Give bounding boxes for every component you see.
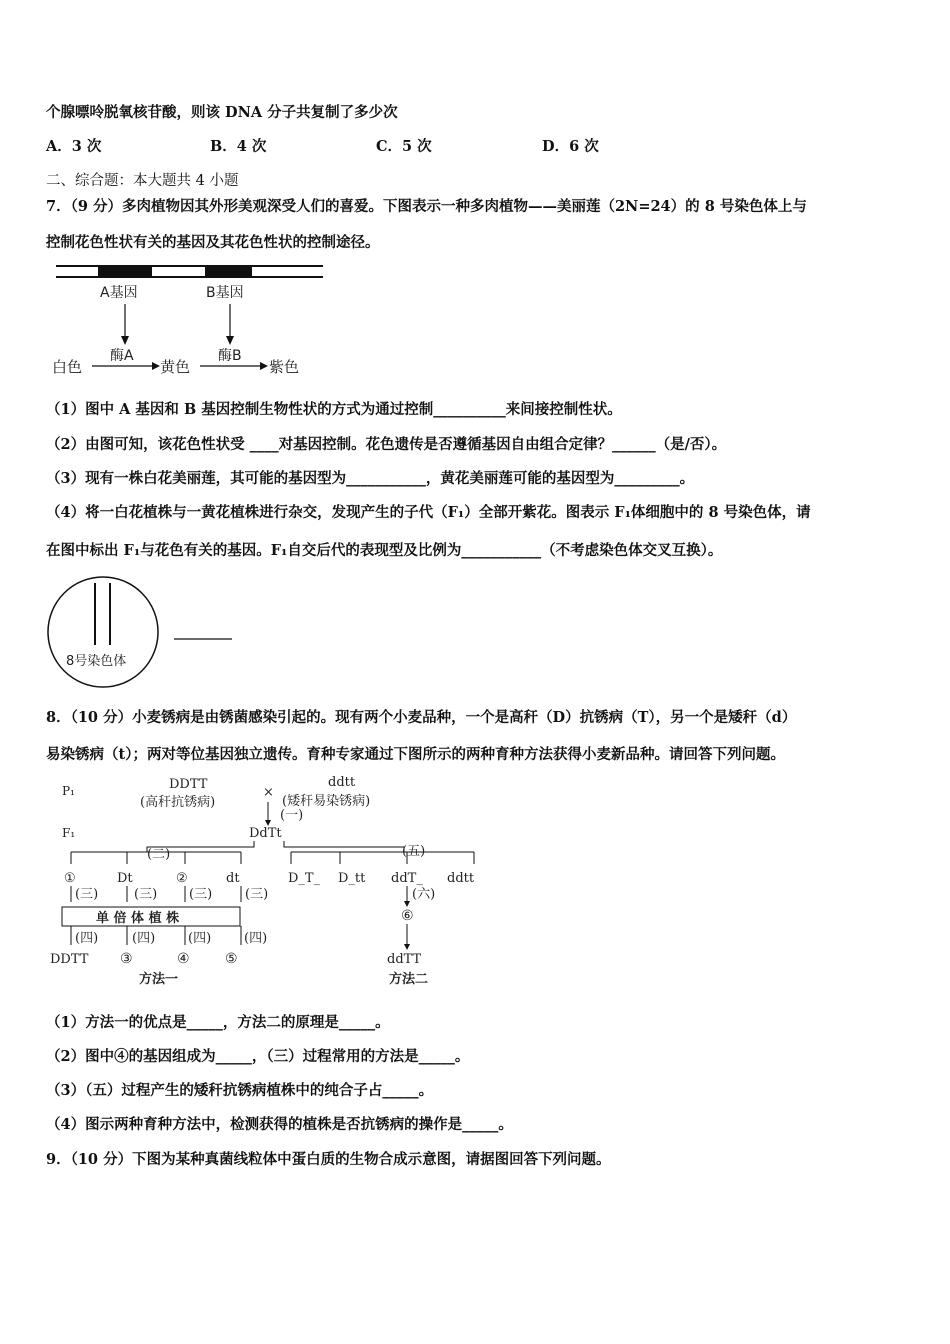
arrow-right-2 [260,362,268,370]
q9-stem-line1: 9．（10 分）下图为某种真菌线粒体中蛋白质的生物合成示意图，请据图回答下列问题。 [46,1151,611,1168]
parent1-phenotype: (高秆抗锈病) [140,795,216,810]
q6-stem-tail: 个腺嘌呤脱氧核苷酸，则该 DNA 分子共复制了多少次 [46,104,398,121]
q7-sub4-line1: （4）将一白花植株与一黄花植株进行杂交，发现产生的子代（F₁）全部开紫花。图表示 F₁体细胞中的 8 号染色体，请 [46,504,811,521]
step-3-label-2: (三) [134,887,158,902]
step-4-label-2: (四) [132,931,156,946]
p1-label: P₁ [62,784,75,798]
step-5-label: (五) [402,844,426,859]
m2-item-2: D_tt [338,871,366,886]
parent2-genotype: ddtt [328,775,356,790]
q6-option-d: D．6 次 [542,138,599,155]
m1-item-dt-lower: dt [226,871,240,886]
haploid-label: 单 倍 体 植 株 [96,911,180,926]
step-4-label-4: (四) [244,931,268,946]
q8-sub1: （1）方法一的优点是_____，方法二的原理是_____。 [46,1014,390,1031]
q7-sub2: （2）由图可知，该花色性状受 ____对基因控制。花色遗传是否遵循基因自由组合定律？______（是/否）。 [46,436,727,453]
parent2-phenotype: (矮秆易染锈病) [282,794,371,809]
enzyme-b-label: 酶B [218,348,242,364]
q7-sub4-line2: 在图中标出 F₁与花色有关的基因。F₁自交后代的表现型及比例为___________（不考虑染色体交叉互换）。 [46,542,723,559]
color-white-label: 白色 [52,358,83,376]
q8-breeding-diagram [44,772,484,990]
arrow-down-b [226,336,234,345]
method-2-label: 方法二 [389,972,429,987]
m2-item-4: ddtt [447,871,475,886]
step-1-label: (一) [280,808,304,823]
step-4-label-3: (四) [188,931,212,946]
q8-sub3: （3）（五）过程产生的矮秆抗锈病植株中的纯合子占_____。 [46,1082,434,1099]
q8-stem-line2: 易染锈病（t）；两对等位基因独立遗传。育种专家通过下图所示的两种育种方法获得小麦新品种。请回答下列问题。 [46,746,785,763]
m1-item-1: ① [64,871,76,886]
step-4-label-1: (四) [75,931,99,946]
m1-result-3: ③ [120,951,133,967]
arrow-right-1 [152,362,160,370]
step-2-label: (二) [147,847,171,862]
m2-result: ddTT [387,952,422,967]
q7-sub3: （3）现有一株白花美丽莲，其可能的基因型为___________，黄花美丽莲可能的基因型为_________。 [46,470,695,487]
color-yellow-label: 黄色 [160,358,191,376]
m1-result-1: DDTT [50,952,89,967]
q7-stem-line1: 7．（9 分）多肉植物因其外形美观深受人们的喜爱。下图表示一种多肉植物——美丽莲（2N=24）的 8 号染色体上与 [46,198,807,215]
q6-option-b: B．4 次 [210,138,267,155]
q8-sub2: （2）图中④的基因组成为_____，（三）过程常用的方法是_____。 [46,1048,470,1065]
m1-result-4: ④ [177,951,190,967]
q7-stem-line2: 控制花色性状有关的基因及其花色性状的控制途径。 [46,234,380,251]
step-3-label-4: (三) [245,887,269,902]
cross-symbol: × [263,785,274,800]
q6-option-a: A．3 次 [46,138,102,155]
m1-item-2: ② [176,871,188,886]
q7-gene-pathway-diagram [40,258,340,386]
color-purple-label: 紫色 [269,358,300,376]
gene-b-label: B基因 [206,285,244,301]
q8-stem-line1: 8．（10 分）小麦锈病是由锈菌感染引起的。现有两个小麦品种，一个是高秆（D）抗锈病（T），另一个是矮秆（d） [46,709,797,726]
method-1-label: 方法一 [139,972,179,987]
gene-a-band [98,266,152,277]
f1-genotype: DdTt [249,826,282,841]
step-3-label-1: (三) [75,887,99,902]
m1-item-dt-upper: Dt [117,871,133,886]
section-heading: 二、综合题：本大题共 4 小题 [46,173,239,189]
m2-item-3: ddT_ [391,871,423,886]
m1-result-5: ⑤ [225,951,238,967]
step-6-label: (六) [412,887,436,902]
q7-cell-diagram [44,575,244,691]
cell-chromosome-label: 8号染色体 [66,654,127,669]
step-3-label-3: (三) [189,887,213,902]
f1-label: F₁ [62,826,76,840]
m2-item-1: D_T_ [288,871,321,886]
parent1-genotype: DDTT [169,777,208,792]
q6-option-c: C．5 次 [376,138,432,155]
q8-sub4: （4）图示两种育种方法中，检测获得的植株是否抗锈病的操作是_____。 [46,1116,513,1133]
gene-a-label: A基因 [100,285,138,301]
item-6: ⑥ [401,908,414,924]
enzyme-a-label: 酶A [110,348,134,364]
arrow-down-a [121,336,129,345]
gene-b-band [205,266,252,277]
cell-outline [48,577,158,687]
q7-sub1: （1）图中 A 基因和 B 基因控制生物性状的方式为通过控制__________来间接控制性状。 [46,401,622,418]
